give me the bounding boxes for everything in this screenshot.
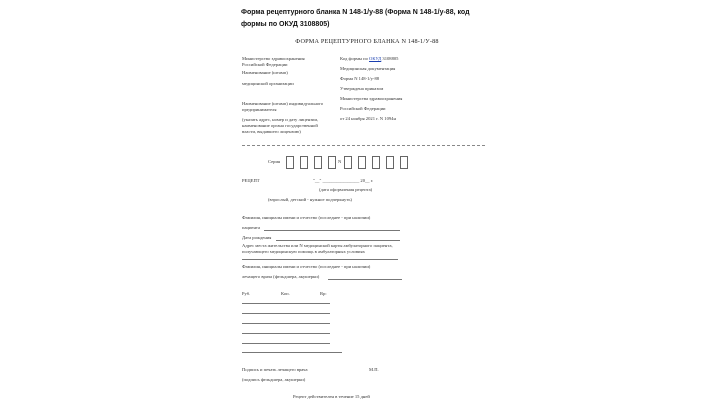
patient-label: пациента [242, 225, 261, 230]
address-field[interactable] [242, 259, 398, 260]
number-box-3[interactable] [372, 156, 380, 169]
number-box-5[interactable] [400, 156, 408, 169]
page-title: Форма рецептурного бланка N 148-1/у-88 (Форма N 148-1/у-88, код формы по ОКУД 3108805) [241, 9, 470, 28]
date-field[interactable]: "__" ________________ 20__ г. [313, 178, 374, 183]
ministry-right-2: Российской Федерации [340, 106, 386, 111]
entrepreneur-line-1: Наименование (штамп) индивидуального [242, 101, 324, 106]
form-heading: ФОРМА РЕЦЕПТУРНОГО БЛАНКА N 148-1/У-88 [295, 38, 439, 45]
med-doc: Медицинская документация [340, 66, 396, 71]
ministry-left [242, 56, 305, 68]
series-box-3[interactable] [314, 156, 322, 169]
ministry-line-2: Российской Федерации [242, 62, 288, 67]
birth-field[interactable] [276, 240, 400, 241]
entrepreneur-line-2: предпринимателя [242, 107, 277, 112]
number-box-2[interactable] [358, 156, 366, 169]
hint-line-1: (указать адрес, номер и дату лицензии, [242, 117, 319, 122]
doctor-label: лечащего врача (фельдшера, акушерки) [242, 274, 320, 279]
form-number: Форма N 148-1/у-88 [340, 76, 380, 81]
patient-type: (взрослый, детский - нужное подчеркнуть) [268, 197, 352, 202]
org-name-line-2: медицинской организации [242, 81, 294, 86]
rp-label: Rp: [320, 291, 327, 296]
hint-line-2: наименование органа государственной [242, 123, 318, 128]
rp-line-3[interactable] [242, 323, 330, 324]
series-label: Серия [268, 159, 281, 164]
rp-line-2[interactable] [242, 313, 330, 314]
org-name-label [242, 70, 288, 76]
validity: Рецепт действителен в течение 15 дней [293, 394, 370, 399]
entrepreneur-hint [242, 117, 318, 135]
signature-sub: (подпись фельдшера, акушерки) [242, 377, 306, 382]
approved: Утверждена приказом [340, 86, 384, 91]
number-box-4[interactable] [386, 156, 394, 169]
rp-line-6[interactable] [242, 352, 342, 353]
signature-label: Подпись и печать лечащего врача [242, 367, 308, 372]
cut-line [242, 145, 485, 146]
series-box-2[interactable] [300, 156, 308, 169]
order: от 24 ноября 2021 г. N 1094н [340, 116, 396, 121]
rp-line-5[interactable] [242, 343, 330, 344]
okud-link[interactable]: ОКУД [369, 56, 382, 61]
mp-label: М.П. [369, 367, 379, 372]
ministry-right-1: Министерства здравоохранения [340, 96, 403, 101]
birth-label: Дата рождения [242, 235, 272, 240]
rp-line-1[interactable] [242, 303, 330, 304]
date-caption: (дата оформления рецепта) [319, 187, 373, 192]
address-line-1: Адрес места жительства или N медицинской карты амбулаторного пациента, [242, 243, 393, 248]
rub-label: Руб. [242, 291, 251, 296]
address-line-2: получающего медицинскую помощь в амбулаторных условиях [242, 249, 365, 254]
hint-line-3: власти, выдавшего лицензию) [242, 129, 301, 134]
ministry-line-1: Министерство здравоохранения [242, 56, 305, 61]
patient-fio-label: Фамилия, инициалы имени и отчество (последнее - при наличии) [242, 215, 371, 220]
rp-line-4[interactable] [242, 333, 330, 334]
kop-label: Коп. [281, 291, 290, 296]
number-box-1[interactable] [344, 156, 352, 169]
recipe-label: РЕЦЕПТ [242, 178, 260, 183]
org-name-line-1: Наименование (штамп) [242, 70, 288, 75]
org-name-label-2 [242, 81, 294, 87]
doctor-fio-label: Фамилия, инициалы имени и отчество (последнее - при наличии) [242, 264, 371, 269]
entrepreneur-label [242, 101, 323, 113]
address-label [242, 243, 393, 255]
series-box-1[interactable] [286, 156, 294, 169]
number-label: N [338, 159, 342, 164]
okud-line [340, 56, 398, 62]
doctor-field[interactable] [328, 279, 402, 280]
okud-prefix: Код формы по [340, 56, 370, 61]
series-box-4[interactable] [328, 156, 336, 169]
patient-field[interactable] [264, 230, 400, 231]
okud-code: 3108805 [381, 56, 399, 61]
